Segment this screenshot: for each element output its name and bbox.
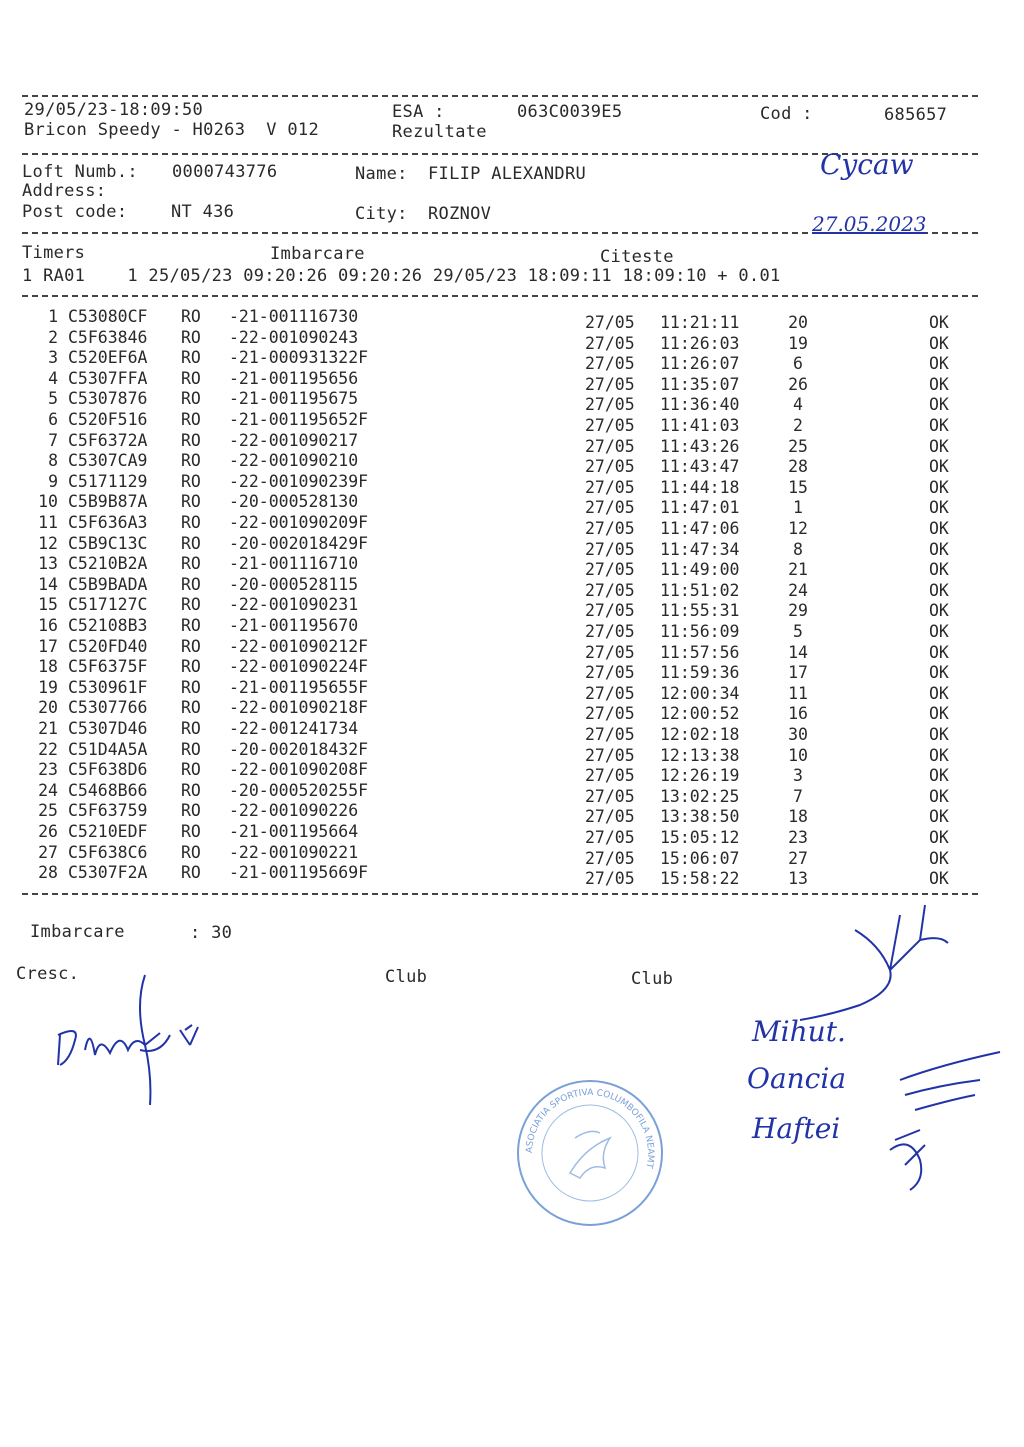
result-row [0, 451, 1024, 477]
ring-code: C520FD40 [68, 636, 148, 656]
address-label: Address: [22, 181, 107, 201]
result-row [0, 719, 1024, 744]
result-number: 1 [48, 307, 58, 326]
arrival-date: 27/05 [585, 786, 635, 806]
position: 2 [793, 416, 803, 435]
ring-code: C517127C [68, 595, 148, 615]
position: 25 [788, 436, 808, 456]
position: 27 [788, 848, 808, 868]
arrival-date: 27/05 [585, 333, 635, 353]
result-number: 7 [48, 430, 58, 450]
ring-number: -22-001241734 [229, 719, 359, 738]
country-code: RO [181, 595, 201, 615]
country-code: RO [181, 307, 201, 326]
result-row [0, 801, 1024, 827]
result-number: 19 [38, 677, 58, 697]
arrival-time: 15:05:12 [660, 828, 740, 847]
result-row [0, 739, 1024, 765]
ring-number: -21-001116710 [229, 554, 359, 574]
ring-code: C520F516 [68, 410, 148, 429]
country-code: RO [181, 492, 201, 512]
ring-code: C5B9C13C [68, 533, 148, 553]
arrival-date: 27/05 [585, 395, 635, 415]
loft-number-value: 0000743776 [172, 162, 278, 182]
ring-code: C5210B2A [68, 554, 148, 574]
arrival-time: 11:43:47 [660, 457, 740, 477]
status: OK [929, 683, 949, 703]
arrival-time: 11:47:01 [660, 498, 740, 518]
result-row [0, 636, 1024, 662]
ring-number: -20-000528130 [229, 492, 359, 512]
ring-number: -22-001090217 [229, 430, 359, 450]
club-signer-3: Haftei [752, 1112, 841, 1145]
position: 13 [788, 869, 808, 889]
result-number: 23 [38, 760, 58, 780]
position: 6 [793, 354, 803, 374]
cod-value: 685657 [884, 105, 948, 125]
ring-code: C5210EDF [68, 822, 148, 841]
status: OK [929, 745, 949, 765]
ring-code: C5307F2A [68, 863, 148, 883]
ring-number: -21-001116730 [229, 307, 359, 326]
ring-code: C52108B3 [68, 616, 148, 635]
status: OK [929, 622, 949, 641]
result-row [0, 574, 1024, 600]
position: 7 [793, 786, 803, 806]
status: OK [929, 560, 949, 580]
ring-code: C520EF6A [68, 348, 148, 368]
arrival-date: 27/05 [585, 704, 635, 724]
ring-number: -21-001195670 [229, 616, 359, 635]
country-code: RO [181, 410, 201, 429]
arrival-time: 11:44:18 [660, 477, 740, 497]
arrival-date: 27/05 [585, 622, 635, 641]
result-number: 24 [38, 780, 58, 800]
club-label-1: Club [385, 967, 428, 987]
arrival-date: 27/05 [585, 828, 635, 847]
position: 11 [788, 683, 808, 703]
result-number: 9 [48, 471, 58, 491]
position: 23 [788, 828, 808, 847]
timer-line: 1 RA01 1 25/05/23 09:20:26 09:20:26 29/05/23 18:09:11 18:09:10 + 0.01 [22, 266, 781, 286]
ring-code: C5F6372A [68, 430, 148, 450]
ring-number: -22-001090212F [229, 636, 369, 656]
signature-breeder [40, 965, 220, 1115]
result-number: 26 [38, 822, 58, 841]
signature-club [690, 895, 970, 1025]
arrival-time: 13:02:25 [660, 786, 740, 806]
name-value: FILIP ALEXANDRU [428, 164, 587, 184]
arrival-time: 11:47:34 [660, 539, 740, 559]
country-code: RO [181, 451, 201, 471]
status: OK [929, 519, 949, 538]
position: 15 [788, 477, 808, 497]
result-number: 22 [38, 739, 58, 759]
arrival-date: 27/05 [585, 477, 635, 497]
svg-text:ASOCIATIA SPORTIVA COLUMBOFILA [525, 1088, 655, 1170]
position: 28 [788, 457, 808, 477]
ring-number: -21-001195655F [229, 677, 369, 697]
arrival-date: 27/05 [585, 642, 635, 662]
position: 14 [788, 642, 808, 662]
ring-number: -22-001090243 [229, 327, 359, 347]
result-row [0, 760, 1024, 786]
arrival-date: 27/05 [585, 416, 635, 435]
result-number: 5 [48, 389, 58, 409]
ring-code: C5F638C6 [68, 842, 148, 862]
arrival-date: 27/05 [585, 498, 635, 518]
position: 1 [793, 498, 803, 518]
result-number: 3 [48, 348, 58, 368]
status: OK [929, 704, 949, 724]
result-number: 11 [38, 513, 58, 532]
ring-code: C5F638D6 [68, 760, 148, 780]
postcode-label: Post code: [22, 202, 128, 222]
handwritten-word: Cycaw [820, 148, 914, 181]
position: 19 [788, 333, 808, 353]
position: 10 [788, 745, 808, 765]
status: OK [929, 333, 949, 353]
result-row [0, 492, 1024, 518]
position: 20 [788, 313, 808, 332]
ring-number: -21-000931322F [229, 348, 369, 368]
arrival-date: 27/05 [585, 457, 635, 477]
report-type: Rezultate [392, 122, 487, 142]
ring-number: -20-002018432F [229, 739, 369, 759]
status: OK [929, 601, 949, 621]
arrival-time: 12:00:52 [660, 704, 740, 724]
result-row [0, 780, 1024, 806]
arrival-time: 11:26:07 [660, 354, 740, 374]
arrival-time: 15:06:07 [660, 848, 740, 868]
result-row [0, 307, 1024, 332]
result-row [0, 616, 1024, 641]
position: 30 [788, 725, 808, 744]
col-imbarcare: Imbarcare [270, 244, 365, 264]
handwritten-date: 27.05.2023 [812, 212, 927, 236]
ring-number: -20-002018429F [229, 533, 369, 553]
ring-number: -22-001090226 [229, 801, 359, 821]
club-label-2: Club [631, 969, 674, 989]
arrival-time: 12:13:38 [660, 745, 740, 765]
ring-number: -20-000520255F [229, 780, 369, 800]
club-signer-2: Oancia [747, 1062, 847, 1095]
result-row [0, 677, 1024, 703]
status: OK [929, 580, 949, 600]
country-code: RO [181, 636, 201, 656]
position: 8 [793, 539, 803, 559]
ring-code: C51D4A5A [68, 739, 148, 759]
result-row [0, 368, 1024, 394]
status: OK [929, 374, 949, 394]
result-row [0, 348, 1024, 374]
arrival-time: 12:02:18 [660, 725, 740, 744]
arrival-date: 27/05 [585, 745, 635, 765]
ring-code: C5B9B87A [68, 492, 148, 512]
arrival-date: 27/05 [585, 663, 635, 683]
country-code: RO [181, 389, 201, 409]
country-code: RO [181, 657, 201, 677]
result-number: 15 [38, 595, 58, 615]
position: 18 [788, 807, 808, 827]
ring-code: C5F63759 [68, 801, 148, 821]
status: OK [929, 395, 949, 415]
ring-code: C5307D46 [68, 719, 148, 738]
position: 17 [788, 663, 808, 683]
result-number: 13 [38, 554, 58, 574]
ring-code: C5307766 [68, 698, 148, 718]
country-code: RO [181, 760, 201, 780]
arrival-date: 27/05 [585, 848, 635, 868]
country-code: RO [181, 739, 201, 759]
country-code: RO [181, 780, 201, 800]
cod-label: Cod : [760, 104, 813, 124]
country-code: RO [181, 471, 201, 491]
result-number: 12 [38, 533, 58, 553]
arrival-time: 11:21:11 [660, 313, 740, 332]
arrival-date: 27/05 [585, 580, 635, 600]
ring-code: C5F6375F [68, 657, 148, 677]
result-number: 2 [48, 327, 58, 347]
country-code: RO [181, 863, 201, 883]
position: 24 [788, 580, 808, 600]
position: 21 [788, 560, 808, 580]
result-number: 17 [38, 636, 58, 656]
position: 16 [788, 704, 808, 724]
ring-number: -22-001090208F [229, 760, 369, 780]
status: OK [929, 477, 949, 497]
status: OK [929, 663, 949, 683]
result-number: 20 [38, 698, 58, 718]
result-number: 25 [38, 801, 58, 821]
result-number: 14 [38, 574, 58, 594]
position: 5 [793, 622, 803, 641]
arrival-date: 27/05 [585, 869, 635, 889]
print-datetime: 29/05/23-18:09:50 [24, 100, 204, 120]
arrival-time: 11:41:03 [660, 416, 740, 435]
imbarcare-label: Imbarcare [30, 922, 125, 942]
result-number: 18 [38, 657, 58, 677]
ring-number: -22-001090224F [229, 657, 369, 677]
result-row [0, 327, 1024, 353]
arrival-time: 11:49:00 [660, 560, 740, 580]
arrival-time: 11:51:02 [660, 580, 740, 600]
name-label: Name: [355, 164, 408, 184]
result-row [0, 389, 1024, 415]
status: OK [929, 539, 949, 559]
arrival-date: 27/05 [585, 519, 635, 538]
country-code: RO [181, 533, 201, 553]
arrival-time: 11:26:03 [660, 333, 740, 353]
result-row [0, 430, 1024, 456]
result-row [0, 842, 1024, 868]
country-code: RO [181, 513, 201, 532]
ring-number: -20-000528115 [229, 574, 359, 594]
city-label: City: [355, 204, 408, 224]
imbarcare-value: : 30 [190, 923, 233, 943]
status: OK [929, 848, 949, 868]
arrival-time: 12:26:19 [660, 766, 740, 786]
ring-code: C5B9BADA [68, 574, 148, 594]
country-code: RO [181, 430, 201, 450]
arrival-time: 11:55:31 [660, 601, 740, 621]
position: 29 [788, 601, 808, 621]
result-number: 28 [38, 863, 58, 883]
ring-code: C5307876 [68, 389, 148, 409]
status: OK [929, 354, 949, 374]
rule-top [22, 95, 978, 97]
rule-timers [22, 295, 978, 297]
arrival-date: 27/05 [585, 683, 635, 703]
ring-code: C5171129 [68, 471, 148, 491]
association-stamp [515, 1078, 665, 1228]
arrival-time: 15:58:22 [660, 869, 740, 889]
position: 4 [793, 395, 803, 415]
result-row [0, 822, 1024, 847]
status: OK [929, 725, 949, 744]
arrival-date: 27/05 [585, 560, 635, 580]
arrival-time: 11:43:26 [660, 436, 740, 456]
status: OK [929, 457, 949, 477]
ring-code: C530961F [68, 677, 148, 697]
result-number: 8 [48, 451, 58, 471]
country-code: RO [181, 698, 201, 718]
country-code: RO [181, 368, 201, 388]
device-name: Bricon Speedy - H0263 V 012 [24, 120, 319, 140]
arrival-date: 27/05 [585, 725, 635, 744]
result-number: 4 [48, 368, 58, 388]
arrival-date: 27/05 [585, 374, 635, 394]
ring-number: -22-001090218F [229, 698, 369, 718]
ring-number: -21-001195675 [229, 389, 359, 409]
country-code: RO [181, 801, 201, 821]
result-number: 27 [38, 842, 58, 862]
country-code: RO [181, 327, 201, 347]
country-code: RO [181, 348, 201, 368]
arrival-date: 27/05 [585, 539, 635, 559]
country-code: RO [181, 677, 201, 697]
col-timers: Timers [22, 243, 86, 263]
arrival-time: 11:36:40 [660, 395, 740, 415]
arrival-time: 11:56:09 [660, 622, 740, 641]
position: 12 [788, 519, 808, 538]
postcode-value: NT 436 [171, 202, 235, 222]
result-row [0, 863, 1024, 889]
arrival-time: 13:38:50 [660, 807, 740, 827]
ring-code: C5307CA9 [68, 451, 148, 471]
ring-code: C5F63846 [68, 327, 148, 347]
ring-number: -22-001090210 [229, 451, 359, 471]
ring-code: C5468B66 [68, 780, 148, 800]
status: OK [929, 766, 949, 786]
stamp-text: ASOCIATIA SPORTIVA COLUMBOFILA NEAMT [524, 1087, 656, 1170]
esa-label: ESA : [392, 102, 445, 122]
esa-value: 063C0039E5 [517, 102, 623, 122]
ring-number: -22-001090209F [229, 513, 369, 532]
result-row [0, 513, 1024, 538]
result-number: 6 [48, 410, 58, 429]
club-signer-1: Mihut. [752, 1015, 846, 1048]
ring-code: C5307FFA [68, 368, 148, 388]
arrival-time: 11:47:06 [660, 519, 740, 538]
arrival-date: 27/05 [585, 313, 635, 332]
ring-number: -22-001090221 [229, 842, 359, 862]
country-code: RO [181, 719, 201, 738]
ring-number: -21-001195652F [229, 410, 369, 429]
arrival-date: 27/05 [585, 807, 635, 827]
status: OK [929, 807, 949, 827]
position: 26 [788, 374, 808, 394]
country-code: RO [181, 554, 201, 574]
status: OK [929, 642, 949, 662]
ring-number: -21-001195656 [229, 368, 359, 388]
status: OK [929, 786, 949, 806]
status: OK [929, 313, 949, 332]
ring-number: -22-001090231 [229, 595, 359, 615]
result-row [0, 471, 1024, 497]
status: OK [929, 869, 949, 889]
country-code: RO [181, 574, 201, 594]
loft-number-label: Loft Numb.: [22, 162, 138, 182]
col-citeste: Citeste [600, 247, 674, 267]
result-row [0, 554, 1024, 580]
arrival-date: 27/05 [585, 436, 635, 456]
result-number: 21 [38, 719, 58, 738]
result-row [0, 698, 1024, 724]
ring-number: -21-001195669F [229, 863, 369, 883]
country-code: RO [181, 616, 201, 635]
country-code: RO [181, 842, 201, 862]
status: OK [929, 416, 949, 435]
status: OK [929, 828, 949, 847]
cresc-label: Cresc. [16, 964, 80, 984]
result-number: 10 [38, 492, 58, 512]
ring-number: -22-001090239F [229, 471, 369, 491]
arrival-time: 11:59:36 [660, 663, 740, 683]
signature-club-scribbles [880, 1040, 1020, 1200]
arrival-time: 11:57:56 [660, 642, 740, 662]
result-row [0, 410, 1024, 435]
result-row [0, 657, 1024, 683]
status: OK [929, 498, 949, 518]
ring-number: -21-001195664 [229, 822, 359, 841]
result-number: 16 [38, 616, 58, 635]
arrival-date: 27/05 [585, 354, 635, 374]
arrival-date: 27/05 [585, 766, 635, 786]
ring-code: C53080CF [68, 307, 148, 326]
ring-code: C5F636A3 [68, 513, 148, 532]
result-row [0, 533, 1024, 559]
arrival-time: 12:00:34 [660, 683, 740, 703]
country-code: RO [181, 822, 201, 841]
status: OK [929, 436, 949, 456]
arrival-date: 27/05 [585, 601, 635, 621]
city-value: ROZNOV [428, 204, 492, 224]
result-row [0, 595, 1024, 621]
position: 3 [793, 766, 803, 786]
arrival-time: 11:35:07 [660, 374, 740, 394]
